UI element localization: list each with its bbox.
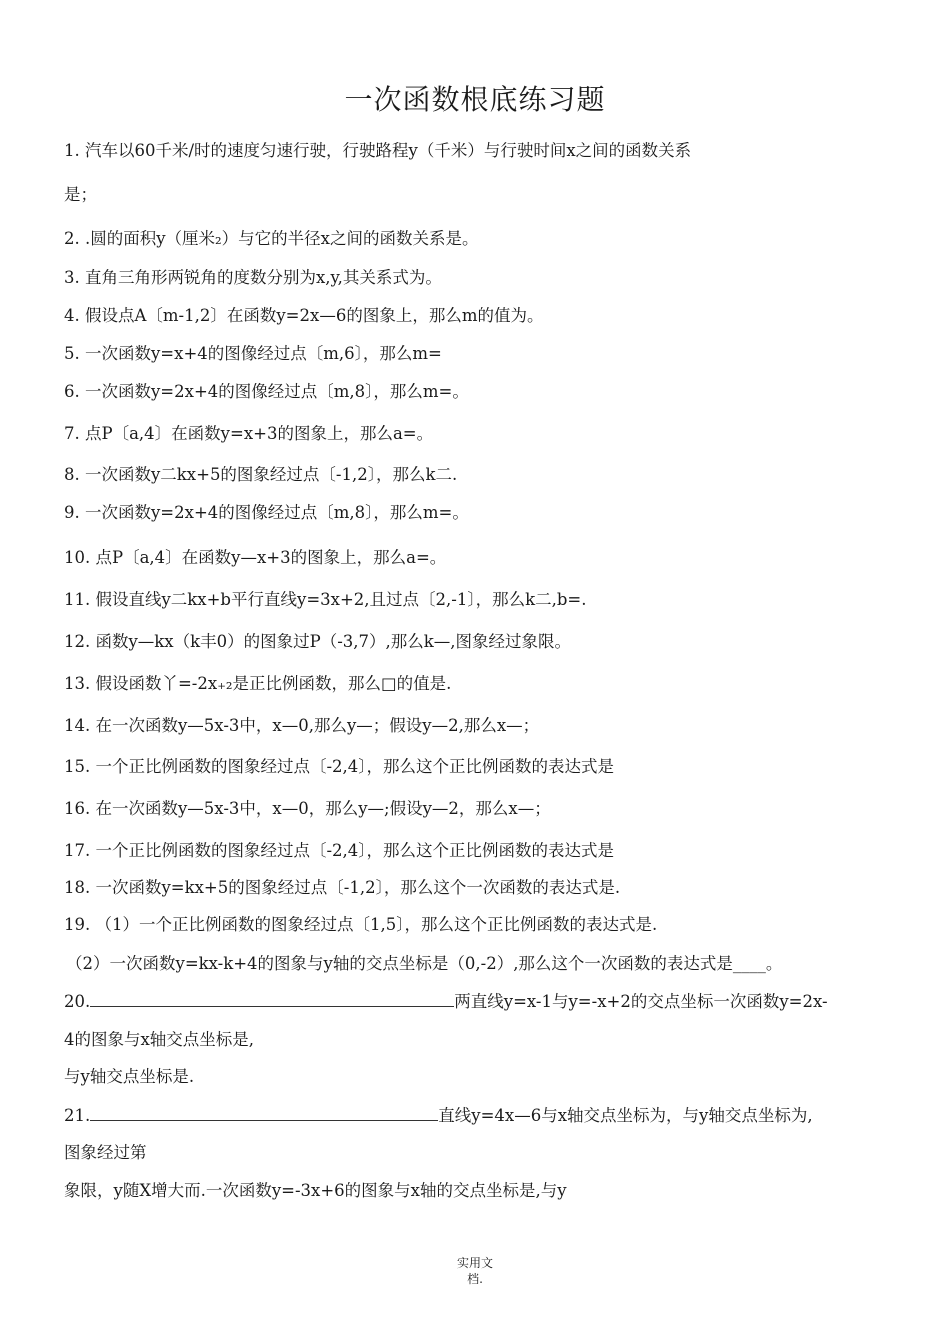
question-line-21 <box>64 1104 894 1127</box>
question-line: 4. 假设点A〔m-1,2〕在函数y=2x—6的图象上，那么m的值为。 <box>64 306 544 325</box>
page-title: 一次函数根底练习题 <box>344 83 606 116</box>
question-line: 5. 一次函数y=x+4的图像经过点〔m,6〕，那么m= <box>64 344 442 363</box>
question-line: 17. 一个正比例函数的图象经过点〔-2,4〕，那么这个正比例函数的表达式是 <box>64 841 615 860</box>
question-line: 10. 点P〔a,4〕在函数y—x+3的图象上，那么a=。 <box>64 548 447 567</box>
question-line: 象限，y随X增大而.一次函数y=-3x+6的图象与x轴的交点坐标是,与y <box>64 1181 567 1200</box>
question-line: 图象经过第 <box>64 1143 147 1162</box>
question-line: 9. 一次函数y=2x+4的图像经过点〔m,8〕，那么m=。 <box>64 503 469 522</box>
answer-blank <box>90 1104 438 1121</box>
question-line: 18. 一次函数y=kx+5的图象经过点〔-1,2〕，那么这个一次函数的表达式是. <box>64 878 621 897</box>
question-line: 14. 在一次函数y—5x-3中，x—0,那么y—；假设y—2,那么x—； <box>64 716 540 735</box>
question-line: 11. 假设直线y二kx+b平行直线y=3x+2,且过点〔2,-1〕，那么k二,b=. <box>64 590 587 609</box>
question-line: 8. 一次函数y二kx+5的图象经过点〔-1,2〕，那么k二. <box>64 465 458 484</box>
question-line: 7. 点P〔a,4〕在函数y=x+3的图象上，那么a=。 <box>64 424 434 443</box>
footer-line: 实用文 <box>456 1256 493 1270</box>
question-line: 6. 一次函数y=2x+4的图像经过点〔m,8〕，那么m=。 <box>64 382 469 401</box>
answer-blank <box>90 990 454 1007</box>
question-line: 15. 一个正比例函数的图象经过点〔-2,4〕，那么这个正比例函数的表达式是 <box>64 757 615 776</box>
question-number: 21. <box>64 1106 91 1125</box>
question-line: 3. 直角三角形两锐角的度数分别为x,y,其关系式为。 <box>64 268 442 287</box>
footer-line: 档. <box>467 1272 483 1286</box>
question-line: 12. 函数y—kx（k丰0）的图象过P（-3,7）,那么k—,图象经过象限。 <box>64 632 572 651</box>
question-line: 1. 汽车以60千米/时的速度匀速行驶，行驶路程y（千米）与行驶时间x之间的函数关系 <box>64 141 692 160</box>
question-line: 与y轴交点坐标是. <box>64 1067 195 1086</box>
question-line: 19. （1）一个正比例函数的图象经过点〔1,5〕，那么这个正比例函数的表达式是. <box>64 915 658 934</box>
question-line: 4的图象与x轴交点坐标是, <box>64 1030 255 1049</box>
question-text: 两直线y=x-1与y=-x+2的交点坐标一次函数y=2x- <box>454 992 828 1011</box>
question-line: 16. 在一次函数y—5x-3中，x—0，那么y—;假设y—2，那么x—； <box>64 799 551 818</box>
question-line-20 <box>64 990 894 1013</box>
question-line: 2. .圆的面积y（厘米₂）与它的半径x之间的函数关系是。 <box>64 229 479 248</box>
page-footer <box>0 1255 950 1287</box>
question-line: 13. 假设函数丫=-2x₊₂是正比例函数，那么□的值是. <box>64 674 452 693</box>
question-line: 是； <box>64 185 97 204</box>
question-text: 直线y=4x—6与x轴交点坐标为，与y轴交点坐标为, <box>438 1106 813 1125</box>
question-line: （2）一次函数y=kx-k+4的图象与y轴的交点坐标是（0,-2）,那么这个一次函数的表达式是____。 <box>66 954 783 973</box>
question-number: 20. <box>64 992 91 1011</box>
